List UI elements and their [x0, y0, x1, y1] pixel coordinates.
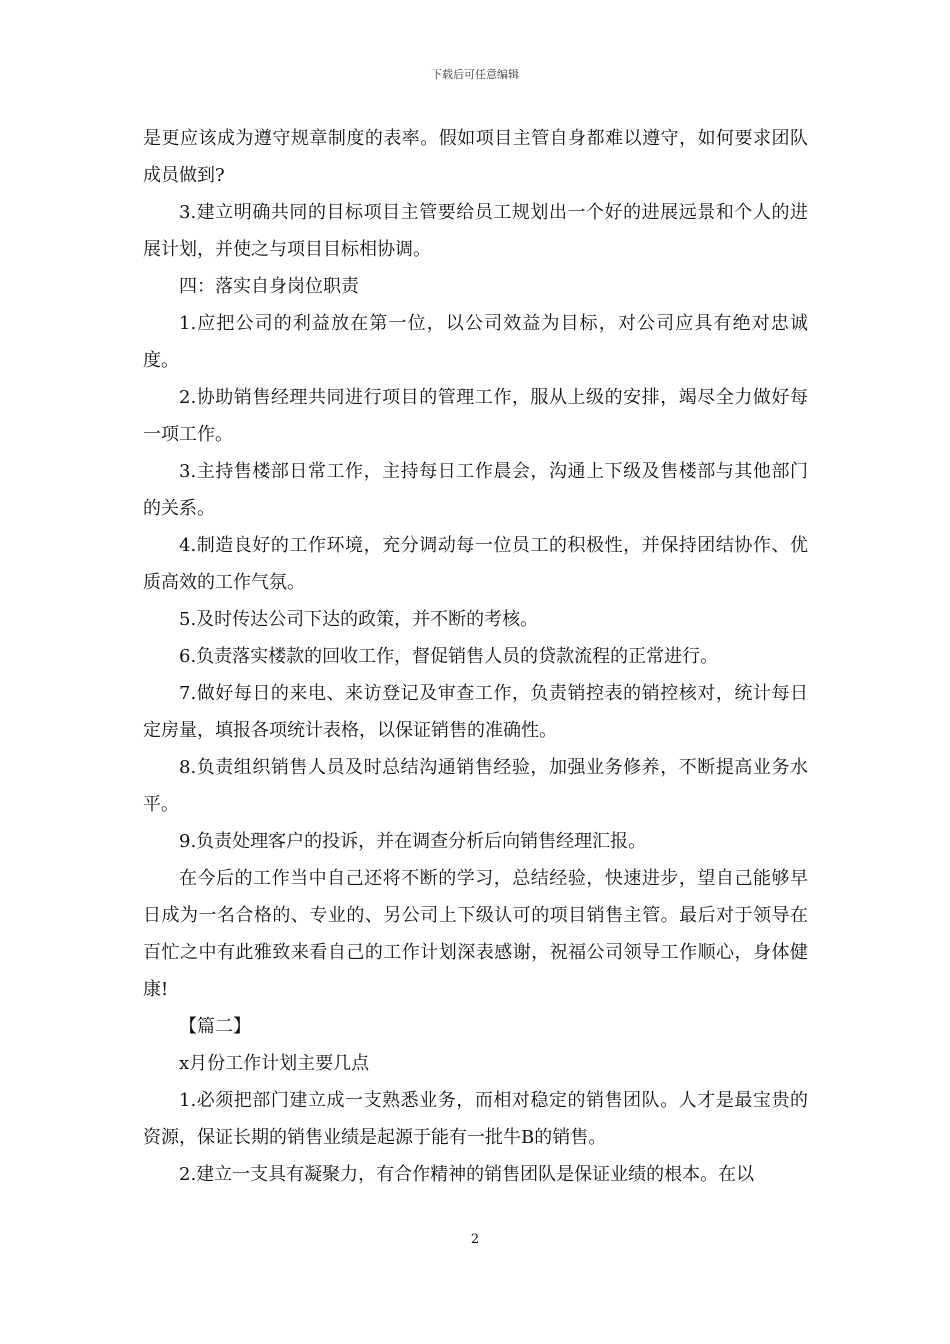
list-item: 1.应把公司的利益放在第一位，以公司效益为目标，对公司应具有绝对忠诚度。 — [143, 313, 808, 371]
list-item: 6.负责落实楼款的回收工作，督促销售人员的贷款流程的正常进行。 — [179, 646, 719, 667]
paragraph: 3.建立明确共同的目标项目主管要给员工规划出一个好的进展远景和个人的进展计划，并使之与项目目标相协调。 — [143, 202, 808, 260]
paragraph: 是更应该成为遵守规章制度的表率。假如项目主管自身都难以遵守，如何要求团队成员做到? — [143, 128, 808, 186]
page-number: 2 — [470, 1232, 480, 1247]
list-item: 5.及时传达公司下达的政策，并不断的考核。 — [179, 609, 539, 630]
list-item: 2.协助销售经理共同进行项目的管理工作，服从上级的安排，竭尽全力做好每一项工作。 — [143, 387, 808, 445]
list-item: 1.必须把部门建立成一支熟悉业务，而相对稳定的销售团队。人才是最宝贵的资源，保证长期的销售业绩是起源于能有一批牛B的销售。 — [143, 1090, 808, 1148]
list-item: 9.负责处理客户的投诉，并在调查分析后向销售经理汇报。 — [179, 831, 647, 852]
section-heading: 【篇二】 — [179, 1016, 251, 1037]
paragraph: 在今后的工作当中自己还将不断的学习，总结经验，快速进步，望自己能够早日成为一名合格的、专业的、另公司上下级认可的项目销售主管。最后对于领导在百忙之中有此雅致来看自己的工作计划深表感谢，祝福公司领导工作顺心，身体健康! — [143, 868, 808, 1000]
list-item: 3.主持售楼部日常工作，主持每日工作晨会，沟通上下级及售楼部与其他部门的关系。 — [143, 461, 808, 519]
list-item: 8.负责组织销售人员及时总结沟通销售经验，加强业务修养，不断提高业务水平。 — [143, 757, 808, 815]
list-item: 2.建立一支具有凝聚力，有合作精神的销售团队是保证业绩的根本。在以 — [179, 1164, 755, 1185]
list-item: 7.做好每日的来电、来访登记及审查工作，负责销控表的销控核对，统计每日定房量，填报各项统计表格，以保证销售的准确性。 — [143, 683, 808, 741]
page-header: 下载后可任意编辑 — [431, 68, 519, 81]
document-body — [143, 120, 808, 1193]
paragraph: x月份工作计划主要几点 — [179, 1053, 370, 1074]
list-item: 4.制造良好的工作环境，充分调动每一位员工的积极性，并保持团结协作、优质高效的工作气氛。 — [143, 535, 808, 593]
section-heading: 四：落实自身岗位职责 — [179, 276, 359, 297]
